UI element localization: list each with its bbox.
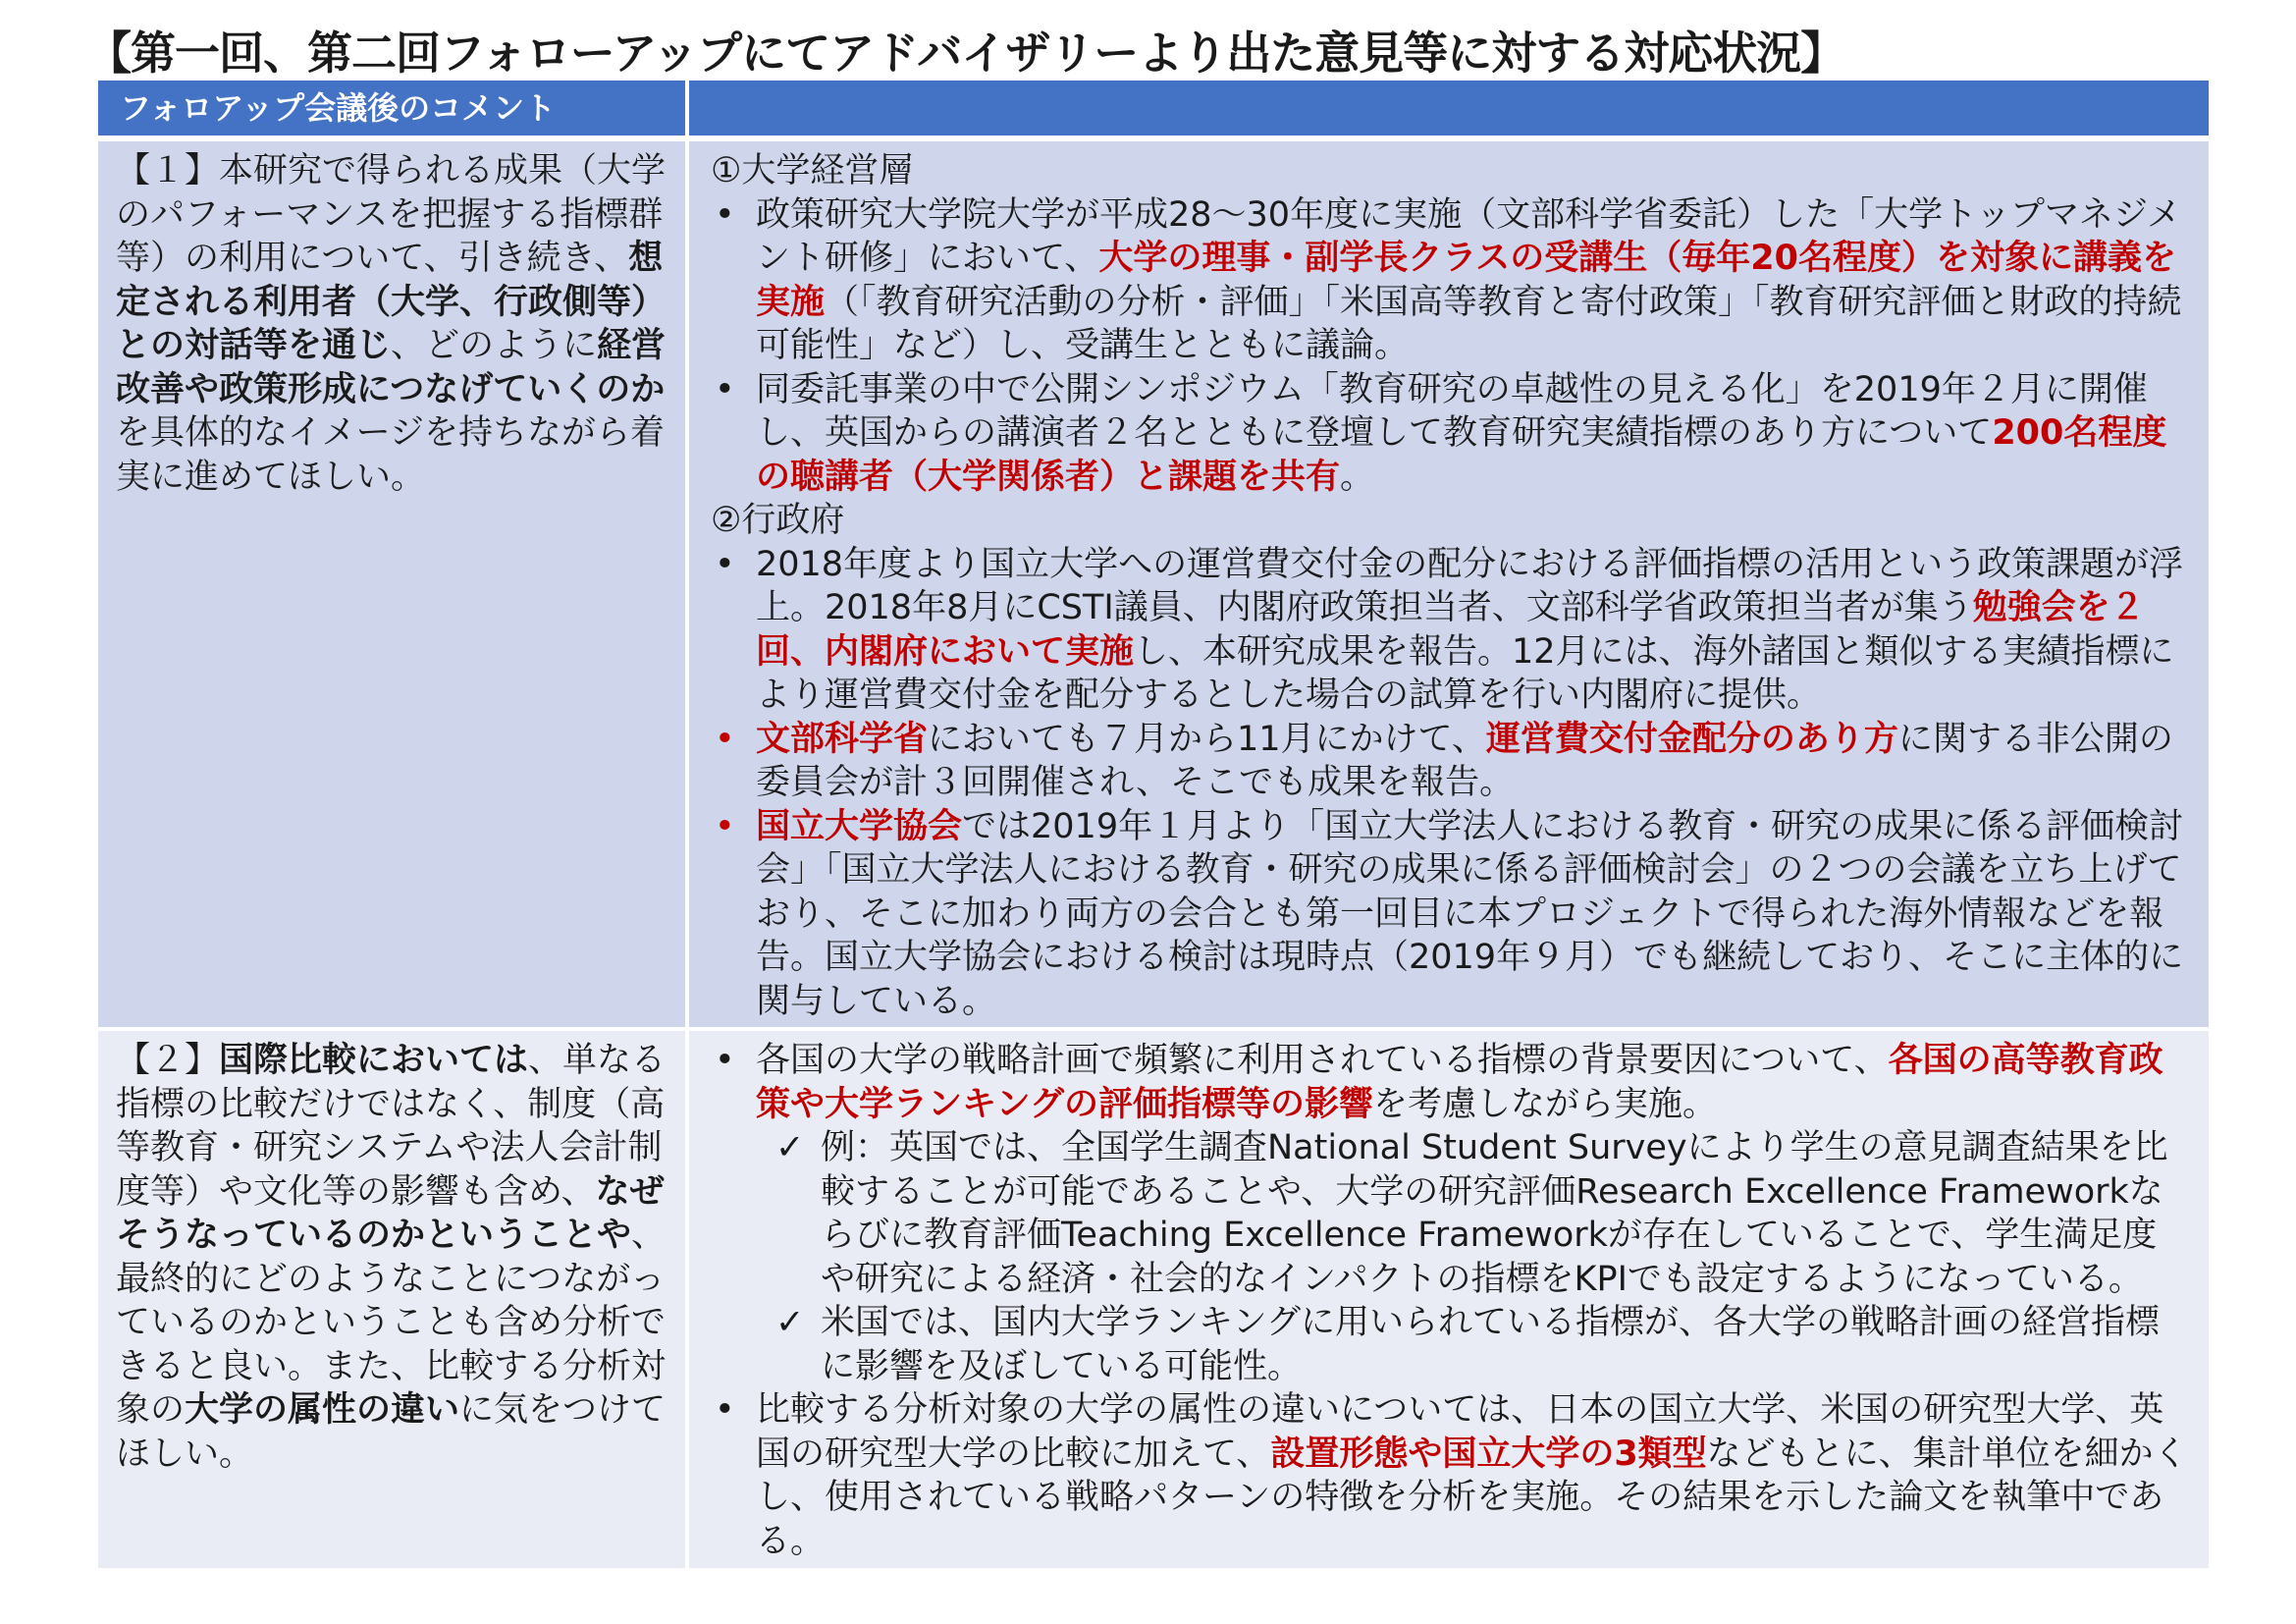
bold-text: 経営改善や政策形成につなげていくのか [116, 326, 667, 409]
text: 、どのように [391, 326, 598, 365]
highlight-text: 国立大学協会 [756, 806, 963, 846]
highlight-text: 各国の高等教育政策や大学ランキングの評価指標等の影響 [756, 1041, 2163, 1124]
text: 米国では、国内大学ランキングに用いられている指標が、各大学の戦略計画の経営指標に影響を及ぼしている可能性。 [821, 1303, 2160, 1386]
text: ②行政府 [711, 501, 845, 540]
text: に関する非公開の委員会が計３回開催され、そこでも成果を報告。 [756, 719, 2173, 802]
highlight-text: 勉強会を２回、内閣府において実施 [756, 588, 2145, 672]
text: 、最終的にどのようなことにつながっているのかということも含め分析できると良い。また、比較する分析対象の [116, 1216, 667, 1430]
text: 【２】 [116, 1041, 220, 1080]
text: 各国の大学の戦略計画で頻繁に利用されている指標の背景要因について、 [756, 1041, 1889, 1080]
highlight-text: 200名程度の聴講者（大学関係者）と課題を共有 [756, 413, 2167, 497]
highlight-text: 設置形態や国立大学の3類型 [1270, 1434, 1707, 1474]
text: に気をつけてほしい。 [116, 1390, 667, 1474]
paragraph [116, 1039, 671, 1476]
text: ①大学経営層 [711, 151, 914, 190]
response-cell [689, 141, 2209, 1027]
table-row [98, 141, 2209, 1027]
text: 例：英国では、全国学生調査National Student Surveyにより学生の意見調査結果を比較することが可能であることや、大学の研究評価Research Excellence Frameworkならびに教育評価Teaching Excellence Frameworkが存在していることで、学生満足度や研究による経済・社会的なインパクトの指標をKPIでも設定するようになっている。 [821, 1128, 2168, 1299]
table-row [98, 1031, 2209, 1568]
text: では2019年１月より「国立大学法人における教育・研究の成果に係る評価検討会」「国立大学法人における教育・研究の成果に係る評価検討会」の２つの会議を立ち上げており、そこに加わり両方の会合とも第一回目に本プロジェクトで得られた海外情報などを報告。国立大学協会における検討は現時点（2019年９月）でも継続しており、そこに主体的に関与している。 [756, 806, 2184, 1021]
page-title: 【第一回、第二回フォローアップにてアドバイザリーより出た意見等に対する対応状況】 [86, 27, 1845, 80]
bullet-item [711, 193, 2189, 368]
text: 、単なる指標の比較だけではなく、制度（高等教育・研究システムや法人会計制度等）や文化等の影響も含め、 [116, 1041, 667, 1212]
text: においても７月から11月にかけて、 [928, 719, 1486, 759]
text: し、本研究成果を報告。12月には、海外諸国と類似する実績指標により運営費交付金を配分するとした場合の試算を行い内閣府に提供。 [756, 631, 2174, 715]
text: 2018年度より国立大学への運営費交付金の配分における評価指標の活用という政策課題が浮上。2018年8月にCSTI議員、内閣府政策担当者、文部科学省政策担当者が集う [756, 544, 2184, 627]
highlight-text: 大学の理事・副学長クラスの受講生（毎年20名程度）を対象に講義を実施 [756, 239, 2176, 322]
text: 比較する分析対象の大学の属性の違いについては、日本の国立大学、米国の研究型大学、英国の研究型大学の比較に加えて、 [756, 1390, 2164, 1474]
bullet-item [711, 718, 2189, 805]
bold-text: 想定される利用者（大学、行政側等）との対話等を通じ [116, 239, 667, 365]
response-cell [689, 1031, 2209, 1568]
header-response-column [689, 81, 2209, 135]
text: などもとに、集計単位を細かくし、使用されている戦略パターンの特徴を分析を実施。その結果を示した論文を執筆中である。 [756, 1434, 2188, 1561]
paragraph [711, 149, 2189, 193]
paragraph [711, 499, 2189, 543]
bullet-item [711, 1388, 2189, 1563]
highlight-text: 文部科学省 [756, 719, 929, 759]
text: を具体的なイメージを持ちながら着実に進めてほしい。 [116, 413, 665, 497]
highlight-text: 運営費交付金配分のあり方 [1485, 719, 1898, 759]
bullet-item [711, 1039, 2189, 1126]
bold-text: 国際比較においては [219, 1041, 529, 1080]
text: （「教育研究活動の分析・評価」「米国高等教育と寄付政策」「教育研究評価と財政的持続可能性」など）し、受講生とともに議論。 [756, 282, 2182, 365]
text: を考慮しながら実施。 [1372, 1084, 1717, 1124]
check-item [711, 1126, 2189, 1301]
text: 。 [1340, 457, 1375, 497]
text: 【１】本研究で得られる成果（大学のパフォーマンスを把握する指標群等）の利用について、引き続き、 [116, 151, 667, 278]
bullet-item [711, 368, 2189, 500]
bullet-item [711, 543, 2189, 718]
paragraph [116, 149, 671, 499]
bullet-item [711, 805, 2189, 1024]
comment-cell [98, 1031, 685, 1568]
comment-cell [98, 141, 685, 1027]
text: 同委託事業の中で公開シンポジウム「教育研究の卓越性の見える化」を2019年２月に開催し、英国からの講演者２名とともに登壇して教育研究実績指標のあり方について [756, 369, 2148, 453]
response-table [98, 81, 2209, 1568]
table-header [98, 81, 2209, 135]
bold-text: なぜそうなっているのかということや [116, 1171, 665, 1255]
bold-text: 大学の属性の違い [185, 1390, 460, 1430]
check-item [711, 1301, 2189, 1388]
text: 政策研究大学院大学が平成28～30年度に実施（文部科学省委託）した「大学トップマネジメント研修」において、 [756, 194, 2181, 278]
header-comment-column: フォロアップ会議後のコメント [98, 81, 685, 135]
